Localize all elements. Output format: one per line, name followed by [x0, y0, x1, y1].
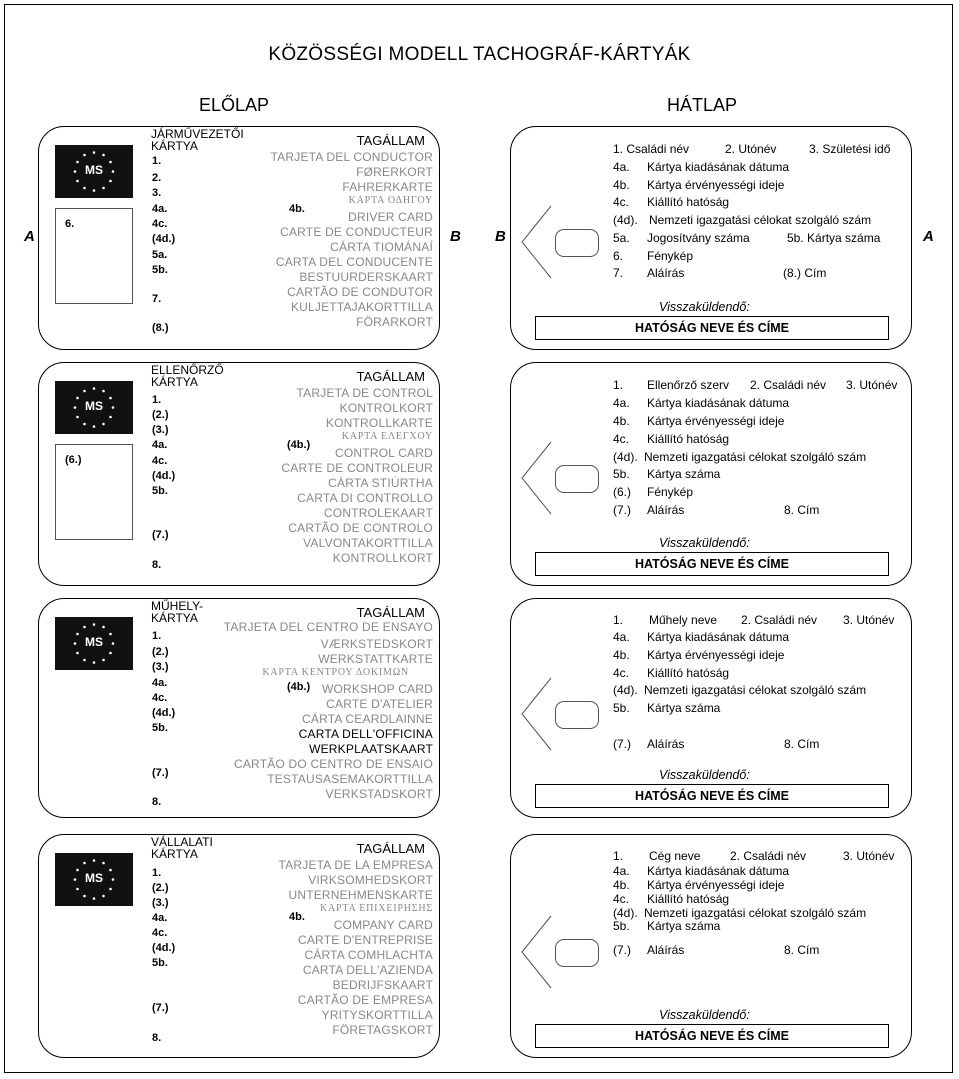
label-b-right: B	[495, 228, 506, 245]
front-field-number: (4d.)	[152, 233, 176, 245]
flag-star	[102, 862, 105, 865]
flag-star	[102, 187, 105, 190]
back-field-number: 4b.	[613, 878, 630, 892]
front-field-number: (4d.)	[152, 470, 176, 482]
front-field-number: 1.	[152, 630, 162, 642]
front-field-number: 7.	[152, 293, 162, 305]
arrow-chevron	[522, 678, 551, 750]
card-type-title	[151, 364, 224, 388]
back-field-number: 4c.	[613, 666, 630, 680]
front-field-number: (2.)	[152, 409, 169, 421]
flag-star	[102, 895, 105, 898]
front-field-number: 5b.	[152, 485, 168, 497]
flag-ms-label: MS	[85, 399, 103, 413]
back-field-label: Nemzeti igazgatási célokat szolgáló szám	[644, 450, 867, 464]
member-state-label: TAGÁLLAM	[356, 133, 425, 148]
card-type-title-line: JÁRMŰVEZETŐI	[151, 127, 244, 141]
front-field-number: 4c.	[152, 927, 168, 939]
flag-star	[76, 652, 79, 655]
card-name-translation: ΚΑΡΤΑ ΕΠΙΧΕΙΡΗΣΗΣ	[319, 903, 433, 914]
member-state-label: TAGÁLLAM	[356, 369, 425, 384]
card-name-translation: TARJETA DE CONTROL	[296, 386, 433, 400]
back-field-label: Kiállító hatóság	[647, 666, 730, 680]
flag-star	[93, 859, 96, 862]
card-type-title	[151, 600, 203, 624]
front-field-number: (7.)	[152, 529, 169, 541]
card-name-translation: COMPANY CARD	[333, 918, 433, 932]
back-field-label: Kiállító hatóság	[647, 195, 730, 209]
front-field-number: 8.	[152, 796, 162, 808]
back-field-number: 4b.	[613, 414, 630, 428]
front-field-number: 5a.	[152, 249, 168, 261]
card-name-translation: KONTROLLKORT	[332, 551, 433, 565]
back-field-label: Kártya kiadásának dátuma	[647, 160, 790, 174]
flag-ms-label: MS	[85, 635, 103, 649]
back-field-label: Nemzeti igazgatási célokat szolgáló szám	[644, 906, 867, 920]
card-front	[38, 598, 440, 818]
card-name-translation: CÁRTA STIÚRTHA	[328, 476, 433, 490]
arrow-chevron	[522, 442, 551, 514]
back-field-label: Aláírás	[647, 266, 685, 280]
back-field-number: 5a.	[613, 231, 630, 245]
front-field-number: 8.	[152, 1032, 162, 1044]
back-field-label: 5b. Kártya száma	[787, 231, 881, 245]
flag-star	[83, 659, 86, 662]
flag-star	[102, 423, 105, 426]
flag-star	[93, 189, 96, 192]
back-field-label: Fénykép	[647, 249, 694, 263]
return-label: Visszaküldendő:	[659, 768, 750, 782]
flag-star	[93, 623, 96, 626]
back-field-number: 4a.	[613, 864, 630, 878]
card-back	[510, 126, 912, 350]
flag-star	[93, 897, 96, 900]
card-front	[38, 834, 440, 1058]
photo-label: (6.)	[65, 454, 82, 466]
card-name-translation: CARTÃO DO CENTRO DE ENSAIO	[233, 757, 433, 771]
back-field-label: 8. Cím	[784, 503, 820, 517]
member-state-label: TAGÁLLAM	[356, 605, 425, 620]
back-field-number: 5b.	[613, 919, 630, 933]
authority-name-address-box: HATÓSÁG NEVE ÉS CÍME	[535, 552, 889, 576]
front-field-4b: 4b.	[289, 203, 305, 215]
flag-star	[83, 626, 86, 629]
eu-flag	[55, 145, 133, 198]
member-state-label: TAGÁLLAM	[356, 841, 425, 856]
arrow-chevron	[522, 206, 551, 278]
card-type-title-line: ELLENŐRZŐ	[151, 363, 224, 377]
flag-star	[76, 180, 79, 183]
card-back	[510, 598, 912, 818]
back-field-label: Fénykép	[647, 485, 694, 499]
front-field-number: 4a.	[152, 203, 168, 215]
back-field-number: (7.)	[613, 737, 631, 751]
back-field-label: Aláírás	[647, 737, 685, 751]
front-field-number: (3.)	[152, 424, 169, 436]
card-name-translation: ΚΑΡΤΑ ΕΛΕΓΧΟΥ	[341, 431, 433, 442]
authority-name-address-box: HATÓSÁG NEVE ÉS CÍME	[535, 316, 889, 340]
card-name-translation: KONTROLKORT	[339, 401, 433, 415]
back-field-label: 8. Cím	[784, 943, 820, 957]
card-name-translation: CARTÃO DE CONDUTOR	[287, 285, 433, 299]
front-field-number: 4c.	[152, 455, 168, 467]
front-field-number: (8.)	[152, 322, 169, 334]
front-field-number: 4a.	[152, 677, 168, 689]
card-type-title	[151, 128, 244, 152]
back-field-label: Nemzeti igazgatási célokat szolgáló szám	[644, 683, 867, 697]
card-name-translation: FAHRERKARTE	[342, 180, 433, 194]
card-name-translation: CÁRTA TIOMÁNAÍ	[330, 240, 433, 254]
back-field-number: 4a.	[613, 160, 630, 174]
back-field-label: Ellenőrző szerv	[647, 378, 730, 392]
back-field-label: Kiállító hatóság	[647, 892, 730, 906]
flag-star	[109, 888, 112, 891]
card-front	[38, 362, 440, 586]
chip-outline	[555, 465, 599, 493]
front-field-number: 1.	[152, 394, 162, 406]
back-field-number: (4d).	[613, 213, 638, 227]
card-name-translation: CARTÃO DE EMPRESA	[297, 993, 433, 1007]
card-name-translation: CARTE D'ATELIER	[326, 697, 433, 711]
card-back	[510, 834, 912, 1058]
card-name-translation: FØRERKORT	[356, 165, 433, 179]
flag-star	[76, 888, 79, 891]
card-name-translation: FÖRETAGSKORT	[332, 1023, 433, 1037]
front-field-number: 3.	[152, 187, 162, 199]
back-field-number: 1.	[613, 613, 624, 627]
card-name-translation: WERKSTATTKARTE	[318, 652, 433, 666]
back-field-number: (4d).	[613, 683, 638, 697]
card-name-translation: KULJETTAJAKORTTILLA	[290, 300, 433, 314]
eu-flag	[55, 617, 133, 670]
card-name-translation: CÁRTA CEARDLAINNE	[302, 712, 433, 726]
front-field-number: (4d.)	[152, 707, 176, 719]
card-name-translation: FÖRARKORT	[356, 315, 433, 329]
card-name-translation: ΚΑΡΤΑ ΚΕΝΤΡΟΥ ΔΟΚΙΜΩΝ	[262, 667, 409, 678]
back-field-label: (8.) Cím	[783, 266, 827, 280]
front-field-number: 1.	[152, 155, 162, 167]
front-heading: ELŐLAP	[199, 95, 270, 115]
front-field-number: 4c.	[152, 218, 168, 230]
front-field-number: (7.)	[152, 767, 169, 779]
front-field-number: 2.	[152, 172, 162, 184]
back-field-label: Kártya érvényességi ideje	[647, 414, 785, 428]
card-name-translation: VÆRKSTEDSKORT	[320, 637, 433, 651]
eu-flag	[55, 381, 133, 434]
card-name-translation: CARTÃO DE CONTROLO	[288, 521, 433, 535]
flag-star	[102, 659, 105, 662]
back-field-label: Kártya száma	[647, 919, 721, 933]
back-field-number: 1.	[613, 849, 624, 863]
back-field-label: Műhely neve	[649, 613, 718, 627]
back-field-label: Nemzeti igazgatási célokat szolgáló szám	[649, 213, 872, 227]
back-field-label: 3. Utónév	[843, 613, 895, 627]
label-a-right: A	[923, 228, 934, 245]
card-name-translation: TARJETA DEL CENTRO DE ENSAYO	[223, 620, 433, 634]
front-field-number: 8.	[152, 559, 162, 571]
back-field-label: 2. Családi név	[730, 849, 807, 863]
back-field-label: 3. Utónév	[846, 378, 898, 392]
back-field-number: 4a.	[613, 630, 630, 644]
flag-star	[109, 416, 112, 419]
front-field-4b: 4b.	[289, 911, 305, 923]
front-field-number: (3.)	[152, 897, 169, 909]
card-name-translation: UNTERNEHMENSKARTE	[288, 888, 433, 902]
flag-star	[93, 387, 96, 390]
back-field-number: 4a.	[613, 396, 630, 410]
back-field-number: 6.	[613, 249, 624, 263]
front-field-4b: (4b.)	[287, 681, 311, 693]
front-field-number: 5b.	[152, 264, 168, 276]
chip-outline	[555, 229, 599, 257]
back-field-label: Kártya érvényességi ideje	[647, 878, 785, 892]
card-type-title-line: KÁRTYA	[151, 847, 198, 861]
front-field-number: (7.)	[152, 1002, 169, 1014]
front-field-number: 5b.	[152, 722, 168, 734]
back-field-label: Kártya kiadásának dátuma	[647, 396, 790, 410]
card-back	[510, 362, 912, 586]
back-field-number: 4c.	[613, 432, 630, 446]
front-field-number: 1.	[152, 867, 162, 879]
flag-star	[83, 154, 86, 157]
back-field-label: Kártya érvényességi ideje	[647, 648, 785, 662]
back-field-label: Kiállító hatóság	[647, 432, 730, 446]
back-field-number: 1. Családi név	[613, 142, 690, 156]
front-field-4b: (4b.)	[287, 439, 311, 451]
front-field-number: 4c.	[152, 692, 168, 704]
card-name-translation: VALVONTAKORTTILLA	[303, 536, 433, 550]
chip-outline	[555, 701, 599, 729]
card-name-translation: CONTROL CARD	[335, 446, 433, 460]
authority-name-address-box: HATÓSÁG NEVE ÉS CÍME	[535, 784, 889, 808]
card-name-translation: DRIVER CARD	[348, 210, 433, 224]
card-name-translation: TARJETA DEL CONDUCTOR	[270, 150, 433, 164]
card-name-translation: WERKPLAATSKAART	[309, 742, 433, 756]
card-name-translation: CARTE DE CONDUCTEUR	[280, 225, 433, 239]
back-field-number: 4c.	[613, 892, 630, 906]
label-a-left: A	[24, 228, 35, 245]
back-field-number: (7.)	[613, 503, 631, 517]
card-type-title	[151, 836, 213, 860]
back-field-label: 3. Születési idő	[809, 142, 891, 156]
card-type-title-line: VÁLLALATI	[151, 835, 213, 849]
eu-flag	[55, 853, 133, 906]
back-field-label: Kártya kiadásának dátuma	[647, 864, 790, 878]
flag-star	[109, 652, 112, 655]
back-field-number: 4b.	[613, 178, 630, 192]
card-name-translation: CÁRTA COMHLACHTA	[304, 948, 433, 962]
flag-ms-label: MS	[85, 871, 103, 885]
front-field-number: 4a.	[152, 912, 168, 924]
flag-star	[83, 187, 86, 190]
card-name-translation: CARTA DEL CONDUCENTE	[275, 255, 433, 269]
card-name-translation: ΚΑΡΤΑ ΟΔΗΓΟΥ	[348, 195, 433, 206]
card-type-title-line: KÁRTYA	[151, 375, 198, 389]
return-label: Visszaküldendő:	[659, 300, 750, 314]
front-field-number: (2.)	[152, 882, 169, 894]
back-field-label: 8. Cím	[784, 737, 820, 751]
card-name-translation: CARTA DELL'AZIENDA	[302, 963, 433, 977]
flag-star	[93, 151, 96, 154]
card-type-title-line: KÁRTYA	[151, 611, 198, 625]
back-field-label: 2. Utónév	[725, 142, 777, 156]
flag-star	[93, 425, 96, 428]
card-name-translation: WORKSHOP CARD	[321, 682, 433, 696]
flag-star	[102, 626, 105, 629]
return-label: Visszaküldendő:	[659, 536, 750, 550]
flag-star	[109, 180, 112, 183]
back-field-number: (7.)	[613, 943, 631, 957]
flag-star	[83, 390, 86, 393]
front-field-number: (3.)	[152, 661, 169, 673]
flag-star	[83, 862, 86, 865]
card-name-translation: CARTA DI CONTROLLO	[297, 491, 433, 505]
back-field-label: Aláírás	[647, 943, 685, 957]
front-field-number: 4a.	[152, 439, 168, 451]
back-heading: HÁTLAP	[667, 95, 738, 115]
card-front	[38, 126, 440, 350]
back-field-label: Kártya száma	[647, 701, 721, 715]
back-field-number: 7.	[613, 266, 624, 280]
back-field-label: Kártya kiadásának dátuma	[647, 630, 790, 644]
card-type-title-line: KÁRTYA	[151, 139, 198, 153]
flag-star	[93, 661, 96, 664]
card-name-translation: VERKSTADSKORT	[325, 787, 433, 801]
flag-star	[76, 416, 79, 419]
back-field-label: Kártya száma	[647, 467, 721, 481]
card-name-translation: KONTROLLKARTE	[325, 416, 433, 430]
card-name-translation: CARTE DE CONTROLEUR	[281, 461, 433, 475]
card-name-translation: CARTA DELL'OFFICINA	[298, 727, 433, 741]
back-field-label: 2. Családi név	[741, 613, 818, 627]
page-title: KÖZÖSSÉGI MODELL TACHOGRÁF-KÁRTYÁK	[268, 44, 691, 65]
photo-label: 6.	[65, 218, 75, 230]
flag-ms-label: MS	[85, 163, 103, 177]
card-name-translation: TARJETA DE LA EMPRESA	[278, 858, 433, 872]
photo-box	[55, 444, 133, 540]
back-field-number: 5b.	[613, 467, 630, 481]
front-field-number: (4d.)	[152, 942, 176, 954]
flag-star	[102, 154, 105, 157]
card-name-translation: BESTUURDERSKAART	[299, 270, 433, 284]
flag-star	[102, 390, 105, 393]
back-field-number: 5b.	[613, 701, 630, 715]
back-field-number: 1.	[613, 378, 624, 392]
flag-star	[83, 423, 86, 426]
card-name-translation: TESTAUSASEMAKORTTILLA	[267, 772, 433, 786]
front-field-number: 5b.	[152, 957, 168, 969]
flag-star	[83, 895, 86, 898]
label-b-left: B	[450, 228, 461, 245]
chip-outline	[555, 939, 599, 967]
card-name-translation: BEDRIJFSKAART	[332, 978, 433, 992]
back-field-number: 4c.	[613, 195, 630, 209]
back-field-number: (4d).	[613, 450, 638, 464]
front-field-number: (2.)	[152, 646, 169, 658]
arrow-chevron	[522, 916, 551, 988]
back-field-label: Kártya érvényességi ideje	[647, 178, 785, 192]
back-field-label: Jogosítvány száma	[647, 231, 750, 245]
card-type-title-line: MŰHELY-	[151, 599, 204, 613]
back-field-label: Aláírás	[647, 503, 685, 517]
card-name-translation: YRITYSKORTTILLA	[321, 1008, 433, 1022]
back-field-label: Cég neve	[649, 849, 701, 863]
photo-box	[55, 208, 133, 304]
back-field-number: (4d).	[613, 906, 638, 920]
back-field-label: 3. Utónév	[843, 849, 895, 863]
card-name-translation: CARTE D'ENTREPRISE	[297, 933, 433, 947]
back-field-label: 2. Családi név	[750, 378, 827, 392]
card-name-translation: CONTROLEKAART	[323, 506, 433, 520]
card-name-translation: VIRKSOMHEDSKORT	[308, 873, 433, 887]
return-label: Visszaküldendő:	[659, 1008, 750, 1022]
back-field-number: 4b.	[613, 648, 630, 662]
back-field-number: (6.)	[613, 485, 631, 499]
authority-name-address-box: HATÓSÁG NEVE ÉS CÍME	[535, 1024, 889, 1048]
